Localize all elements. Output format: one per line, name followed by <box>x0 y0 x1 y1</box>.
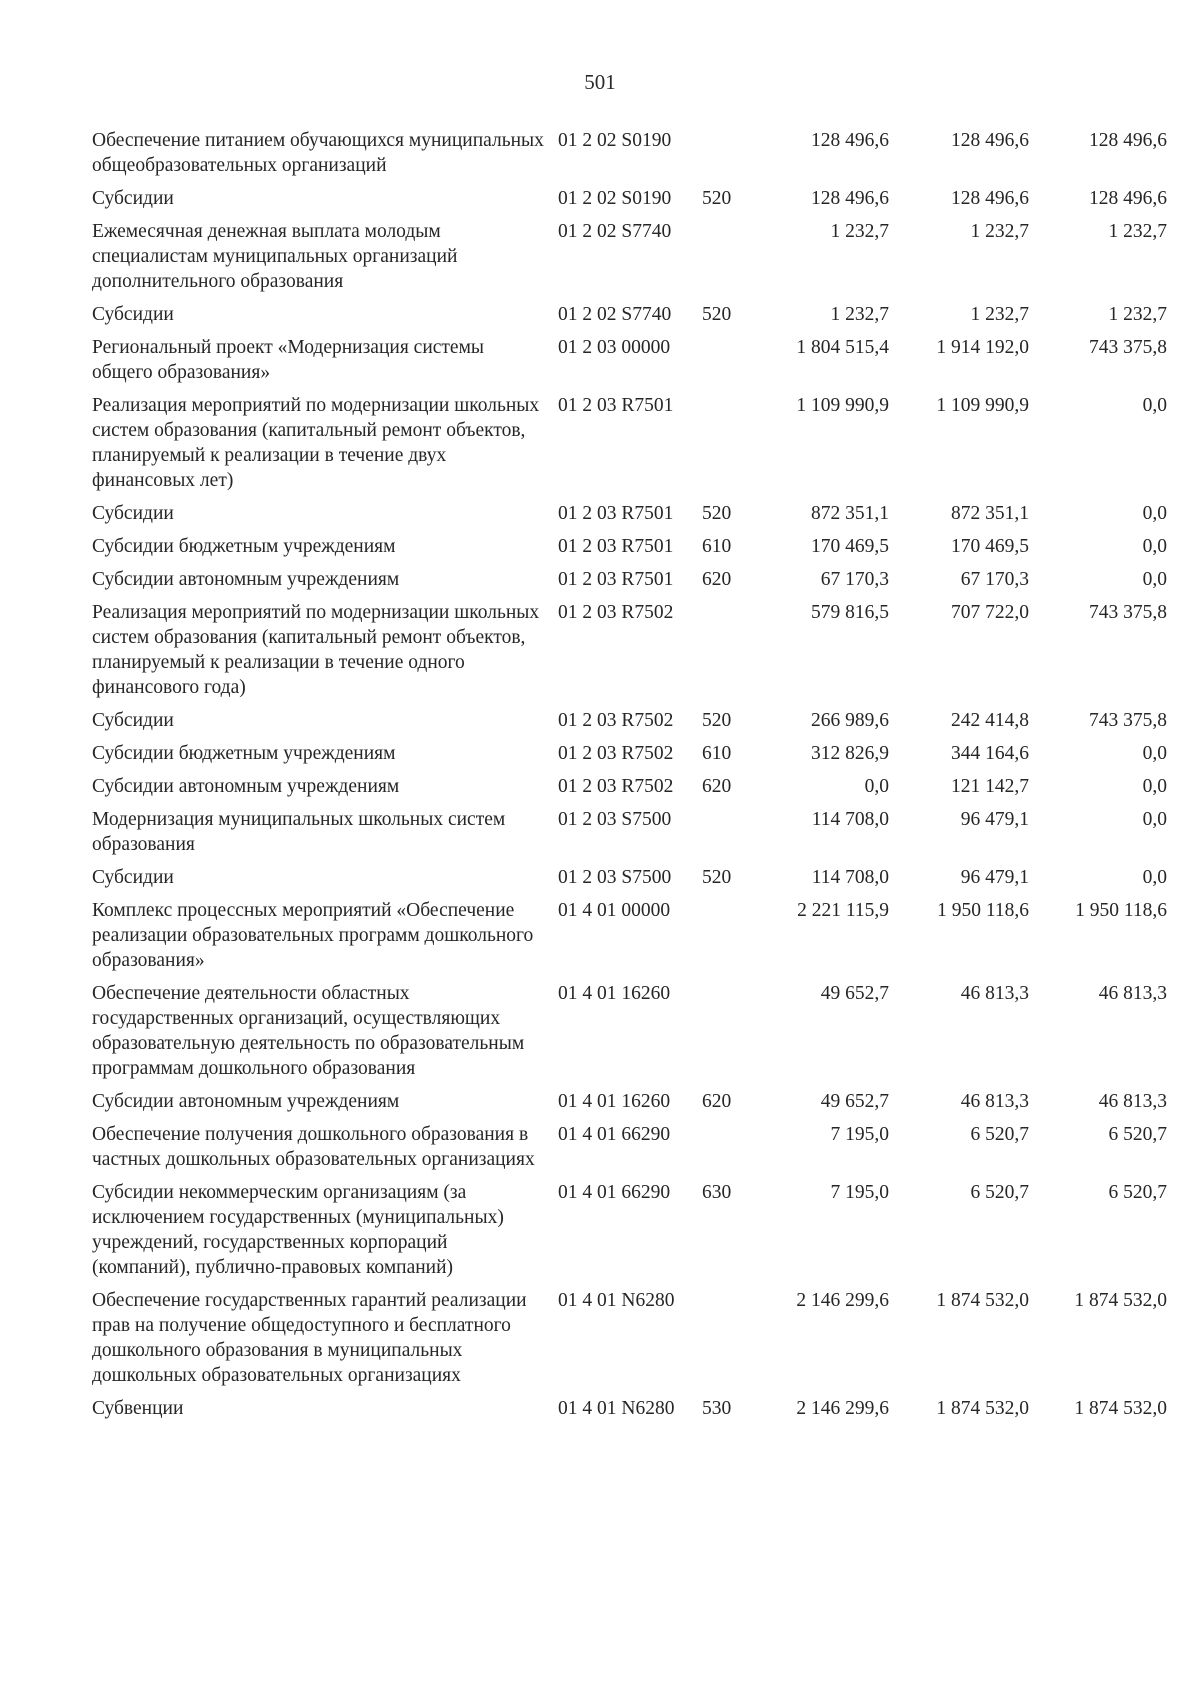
row-expense-type: 530 <box>702 1398 732 1419</box>
row-code: 01 4 01 00000 <box>558 900 671 921</box>
row-value-year-2: 170 469,5 <box>951 536 1029 557</box>
row-code: 01 2 03 00000 <box>558 337 671 358</box>
row-value-year-2: 96 479,1 <box>960 809 1029 830</box>
row-name: Субсидии автономным учреждениям <box>92 569 400 590</box>
table-row <box>92 741 1167 774</box>
row-expense-type <box>702 128 750 186</box>
row-expense-type <box>702 600 750 708</box>
row-code: 01 2 03 R7502 <box>558 710 674 731</box>
row-value-year-2: 121 142,7 <box>951 776 1029 797</box>
row-name: Субвенции <box>92 1398 184 1419</box>
row-value-year-3: 6 520,7 <box>1108 1124 1167 1145</box>
row-value-year-1: 2 146 299,6 <box>796 1398 889 1419</box>
row-value-year-3: 46 813,3 <box>1098 1091 1167 1112</box>
row-name: Обеспечение государственных гарантий реализации прав на получение общедоступного и бесплатного дошкольного образования в муниципальных дошкольных образовательных организациях <box>92 1290 527 1386</box>
row-name: Комплекс процессных мероприятий «Обеспечение реализации образовательных программ дошкольного образования» <box>92 900 534 971</box>
row-value-year-2: 1 874 532,0 <box>936 1290 1029 1311</box>
row-code: 01 4 01 16260 <box>558 1091 671 1112</box>
row-value-year-2: 1 232,7 <box>970 221 1029 242</box>
row-value-year-3: 128 496,6 <box>1089 130 1167 151</box>
table-row <box>92 865 1167 898</box>
row-name: Модернизация муниципальных школьных систем образования <box>92 809 506 855</box>
row-value-year-1: 67 170,3 <box>820 569 889 590</box>
row-code: 01 2 02 S0190 <box>558 130 672 151</box>
row-value-year-3: 0,0 <box>1142 536 1167 557</box>
row-expense-type <box>702 1288 750 1396</box>
row-code: 01 4 01 N6280 <box>558 1398 675 1419</box>
table-body <box>92 128 1167 1429</box>
row-expense-type <box>702 981 750 1089</box>
row-value-year-2: 1 874 532,0 <box>936 1398 1029 1419</box>
row-name: Субсидии <box>92 710 174 731</box>
row-name: Субсидии <box>92 867 174 888</box>
row-value-year-2: 6 520,7 <box>970 1182 1029 1203</box>
row-name: Ежемесячная денежная выплата молодым специалистам муниципальных организаций дополнительного образования <box>92 221 458 292</box>
row-name: Субсидии некоммерческим организациям (за исключением государственных (муниципальных) учреждений, государственных корпораций (компаний), публично-правовых компаний) <box>92 1182 504 1278</box>
row-name: Реализация мероприятий по модернизации школьных систем образования (капитальный ремонт объектов, планируемый к реализации в течение одного финансового года) <box>92 602 540 698</box>
row-value-year-2: 96 479,1 <box>960 867 1029 888</box>
row-value-year-2: 67 170,3 <box>960 569 1029 590</box>
row-expense-type: 610 <box>702 536 732 557</box>
row-value-year-3: 0,0 <box>1142 776 1167 797</box>
row-value-year-1: 872 351,1 <box>811 503 889 524</box>
row-expense-type: 620 <box>702 569 732 590</box>
row-value-year-2: 128 496,6 <box>951 130 1029 151</box>
row-code: 01 4 01 16260 <box>558 983 671 1004</box>
row-value-year-3: 743 375,8 <box>1089 602 1167 623</box>
row-value-year-3: 0,0 <box>1142 503 1167 524</box>
row-value-year-3: 1 874 532,0 <box>1074 1398 1167 1419</box>
table-row <box>92 302 1167 335</box>
page-number: 501 <box>584 70 616 94</box>
table-row <box>92 219 1167 302</box>
row-name: Субсидии <box>92 188 174 209</box>
row-code: 01 2 03 R7501 <box>558 569 674 590</box>
row-value-year-1: 312 826,9 <box>811 743 889 764</box>
row-code: 01 2 03 R7501 <box>558 395 674 416</box>
table-row <box>92 335 1167 393</box>
row-value-year-2: 6 520,7 <box>970 1124 1029 1145</box>
row-name: Субсидии автономным учреждениям <box>92 1091 400 1112</box>
row-code: 01 2 03 S7500 <box>558 809 672 830</box>
row-value-year-2: 344 164,6 <box>951 743 1029 764</box>
table-row <box>92 1288 1167 1396</box>
row-value-year-1: 114 708,0 <box>811 809 889 830</box>
row-value-year-3: 0,0 <box>1142 809 1167 830</box>
row-value-year-3: 1 950 118,6 <box>1075 900 1167 921</box>
row-value-year-1: 1 109 990,9 <box>796 395 889 416</box>
row-code: 01 2 02 S7740 <box>558 304 672 325</box>
row-value-year-2: 128 496,6 <box>951 188 1029 209</box>
row-expense-type <box>702 1122 750 1180</box>
budget-table <box>92 128 1167 1429</box>
row-expense-type: 520 <box>702 304 732 325</box>
row-expense-type <box>702 807 750 865</box>
row-value-year-3: 743 375,8 <box>1089 710 1167 731</box>
row-name: Субсидии автономным учреждениям <box>92 776 400 797</box>
row-expense-type: 610 <box>702 743 732 764</box>
row-value-year-2: 46 813,3 <box>960 1091 1029 1112</box>
table-row <box>92 898 1167 981</box>
row-value-year-3: 0,0 <box>1142 743 1167 764</box>
row-code: 01 2 03 R7501 <box>558 536 674 557</box>
row-expense-type <box>702 393 750 501</box>
row-value-year-1: 128 496,6 <box>811 130 889 151</box>
row-value-year-3: 1 232,7 <box>1108 304 1167 325</box>
row-value-year-2: 1 232,7 <box>970 304 1029 325</box>
row-value-year-3: 128 496,6 <box>1089 188 1167 209</box>
row-value-year-1: 1 804 515,4 <box>796 337 889 358</box>
row-value-year-3: 0,0 <box>1142 569 1167 590</box>
row-expense-type: 520 <box>702 503 732 524</box>
row-expense-type: 520 <box>702 188 732 209</box>
table-row <box>92 1089 1167 1122</box>
row-name: Обеспечение деятельности областных государственных организаций, осуществляющих образовательную деятельность по образовательным программам дошкольного образования <box>92 983 525 1079</box>
row-value-year-2: 872 351,1 <box>951 503 1029 524</box>
table-row <box>92 981 1167 1089</box>
row-name: Субсидии <box>92 503 174 524</box>
row-expense-type: 630 <box>702 1182 732 1203</box>
row-expense-type: 620 <box>702 776 732 797</box>
row-code: 01 4 01 66290 <box>558 1124 671 1145</box>
table-row <box>92 807 1167 865</box>
table-row <box>92 1396 1167 1429</box>
table-row <box>92 567 1167 600</box>
row-value-year-3: 1 232,7 <box>1108 221 1167 242</box>
row-name: Региональный проект «Модернизация системы общего образования» <box>92 337 485 383</box>
row-name: Субсидии бюджетным учреждениям <box>92 743 396 764</box>
table-row <box>92 534 1167 567</box>
row-value-year-1: 1 232,7 <box>830 221 889 242</box>
row-expense-type: 620 <box>702 1091 732 1112</box>
row-code: 01 2 03 R7501 <box>558 503 674 524</box>
table-row <box>92 600 1167 708</box>
row-name: Обеспечение получения дошкольного образования в частных дошкольных образовательных организациях <box>92 1124 535 1170</box>
table-row <box>92 774 1167 807</box>
row-value-year-2: 707 722,0 <box>951 602 1029 623</box>
row-expense-type: 520 <box>702 867 732 888</box>
row-value-year-2: 1 109 990,9 <box>936 395 1029 416</box>
table-row <box>92 708 1167 741</box>
row-value-year-1: 2 221 115,9 <box>797 900 889 921</box>
table-row <box>92 393 1167 501</box>
row-code: 01 2 02 S0190 <box>558 188 672 209</box>
row-value-year-1: 266 989,6 <box>811 710 889 731</box>
table-row <box>92 186 1167 219</box>
row-value-year-2: 46 813,3 <box>960 983 1029 1004</box>
row-expense-type <box>702 335 750 393</box>
row-value-year-1: 579 816,5 <box>811 602 889 623</box>
row-code: 01 2 03 R7502 <box>558 602 674 623</box>
row-value-year-1: 1 232,7 <box>830 304 889 325</box>
row-value-year-1: 0,0 <box>864 776 889 797</box>
row-code: 01 2 02 S7740 <box>558 221 672 242</box>
row-code: 01 2 03 S7500 <box>558 867 672 888</box>
row-value-year-1: 49 652,7 <box>820 983 889 1004</box>
row-value-year-2: 1 914 192,0 <box>936 337 1029 358</box>
row-value-year-1: 114 708,0 <box>811 867 889 888</box>
row-value-year-3: 743 375,8 <box>1089 337 1167 358</box>
row-expense-type: 520 <box>702 710 732 731</box>
row-name: Субсидии бюджетным учреждениям <box>92 536 396 557</box>
row-value-year-3: 1 874 532,0 <box>1074 1290 1167 1311</box>
row-value-year-1: 2 146 299,6 <box>796 1290 889 1311</box>
row-value-year-3: 0,0 <box>1142 867 1167 888</box>
row-value-year-1: 7 195,0 <box>830 1182 889 1203</box>
row-name: Обеспечение питанием обучающихся муниципальных общеобразовательных организаций <box>92 130 544 176</box>
row-expense-type <box>702 898 750 981</box>
row-name: Реализация мероприятий по модернизации школьных систем образования (капитальный ремонт объектов, планируемый к реализации в течение двух финансовых лет) <box>92 395 540 491</box>
row-value-year-3: 6 520,7 <box>1108 1182 1167 1203</box>
row-value-year-1: 7 195,0 <box>830 1124 889 1145</box>
row-code: 01 4 01 N6280 <box>558 1290 675 1311</box>
row-expense-type <box>702 219 750 302</box>
row-value-year-1: 49 652,7 <box>820 1091 889 1112</box>
row-value-year-1: 128 496,6 <box>811 188 889 209</box>
row-code: 01 2 03 R7502 <box>558 776 674 797</box>
table-row <box>92 501 1167 534</box>
row-value-year-3: 0,0 <box>1142 395 1167 416</box>
table-row <box>92 128 1167 186</box>
row-code: 01 4 01 66290 <box>558 1182 671 1203</box>
row-code: 01 2 03 R7502 <box>558 743 674 764</box>
row-name: Субсидии <box>92 304 174 325</box>
row-value-year-2: 242 414,8 <box>951 710 1029 731</box>
table-row <box>92 1122 1167 1180</box>
row-value-year-2: 1 950 118,6 <box>937 900 1029 921</box>
table-row <box>92 1180 1167 1288</box>
row-value-year-1: 170 469,5 <box>811 536 889 557</box>
row-value-year-3: 46 813,3 <box>1098 983 1167 1004</box>
